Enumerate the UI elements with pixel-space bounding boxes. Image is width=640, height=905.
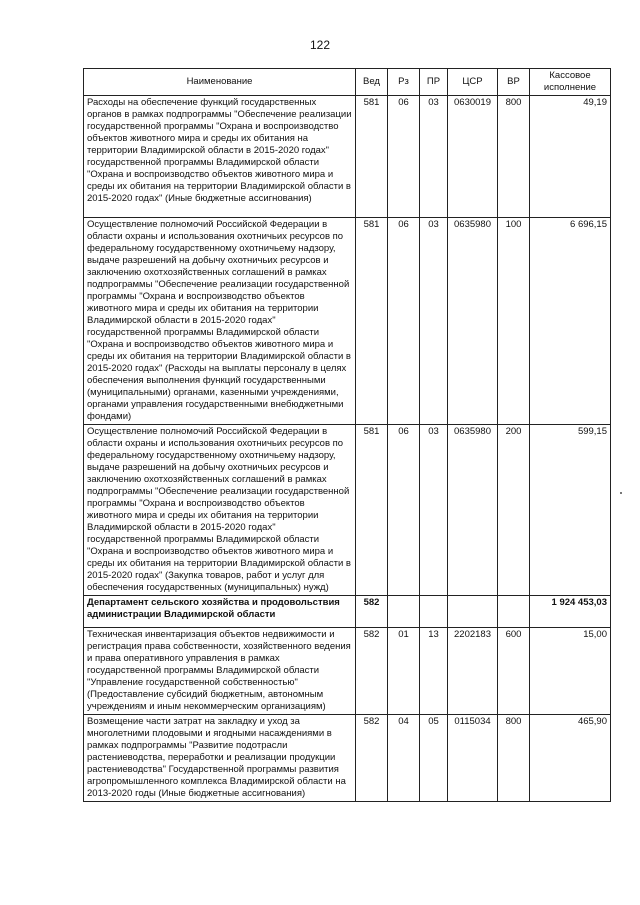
cell-vr: 200: [498, 425, 530, 596]
header-name: Наименование: [84, 69, 356, 96]
header-sum: Кассовое исполнение: [530, 69, 611, 96]
cell-vr: 800: [498, 96, 530, 218]
cell-ved: 582: [356, 596, 388, 628]
cell-sum: 1 924 453,03: [530, 596, 611, 628]
cell-sum: 6 696,15: [530, 218, 611, 425]
cell-ved: 581: [356, 218, 388, 425]
cell-name: Осуществление полномочий Российской Федерации в области охраны и использования охотничьих ресурсов по федеральному государственному охотничьему надзору, выдаче разрешений на добычу охотничьих ресурсов и заключению охотхозяйственных соглашений в рамках подпрограммы "Обеспечение реализации государственной программы "Охрана и воспроизводство объектов животного мира и среды их обитания на территории Владимирской области в 2015-2020 годах" государственной программы Владимирской области "Охрана и воспроизводство объектов животного мира и среды их обитания на территории Владимирской области в 2015-2020 годах" (Закупка товаров, работ и услуг для обеспечения государственных (муниципальных) нужд): [84, 425, 356, 596]
cell-name: Осуществление полномочий Российской Федерации в области охраны и использования охотничьих ресурсов по федеральному государственному охотничьему надзору, выдаче разрешений на добычу охотничьих ресурсов и заключению охотхозяйственных соглашений в рамках подпрограммы "Обеспечение реализации государственной программы "Охрана и воспроизводство объектов животного мира и среды их обитания на территории Владимирской области в 2015-2020 годах" государственной программы Владимирской области "Охрана и воспроизводство объектов животного мира и среды их обитания на территории Владимирской области в 2015-2020 годах" (Расходы на выплаты персоналу в целях обеспечения выполнения функций государственными (муниципальными) органами, казенными учреждениями, органами управления государственными внебюджетными фондами): [84, 218, 356, 425]
cell-rz: 04: [388, 715, 420, 802]
cell-vr: [498, 596, 530, 628]
table-row: [84, 425, 611, 596]
scan-dot: [620, 492, 622, 494]
cell-csr: 0635980: [448, 218, 498, 425]
cell-pr: 03: [420, 218, 448, 425]
cell-sum: 465,90: [530, 715, 611, 802]
header-ved: Вед: [356, 69, 388, 96]
cell-csr: 0630019: [448, 96, 498, 218]
header-rz: Рз: [388, 69, 420, 96]
cell-ved: 581: [356, 425, 388, 596]
budget-execution-table: [83, 68, 611, 802]
cell-pr: 13: [420, 628, 448, 715]
table-row-department: [84, 596, 611, 628]
cell-sum: 599,15: [530, 425, 611, 596]
table-row: [84, 628, 611, 715]
header-pr: ПР: [420, 69, 448, 96]
cell-rz: [388, 596, 420, 628]
table-row: [84, 96, 611, 218]
cell-ved: 582: [356, 715, 388, 802]
cell-rz: 06: [388, 425, 420, 596]
cell-csr: 0115034: [448, 715, 498, 802]
cell-name: Расходы на обеспечение функций государственных органов в рамках подпрограммы "Обеспечение реализации государственной программы "Охрана и воспроизводство объектов животного мира и среды их обитания на территории Владимирской области в 2015-2020 годах" государственной программы Владимирской области "Охрана и воспроизводство объектов животного мира и среды их обитания на территории Владимирской области в 2015-2020 годах" (Иные бюджетные ассигнования): [84, 96, 356, 218]
cell-vr: 100: [498, 218, 530, 425]
cell-pr: 05: [420, 715, 448, 802]
cell-name: Техническая инвентаризация объектов недвижимости и регистрация права собственности, хозяйственного ведения и права оперативного управления в рамках государственной программы Владимирской области "Управление государственной собственностью" (Предоставление субсидий бюджетным, автономным учреждениям и иным некоммерческим организациям): [84, 628, 356, 715]
cell-sum: 15,00: [530, 628, 611, 715]
cell-ved: 582: [356, 628, 388, 715]
table-row: [84, 715, 611, 802]
cell-name: Департамент сельского хозяйства и продовольствия администрации Владимирской области: [84, 596, 356, 628]
cell-ved: 581: [356, 96, 388, 218]
cell-sum: 49,19: [530, 96, 611, 218]
table-row: [84, 218, 611, 425]
cell-csr: 2202183: [448, 628, 498, 715]
cell-pr: [420, 596, 448, 628]
cell-name: Возмещение части затрат на закладку и уход за многолетними плодовыми и ягодными насаждениями в рамках подпрограммы "Развитие подотрасли растениеводства, переработки и реализации продукции растениеводства" Государственной программы развития агропромышленного комплекса Владимирской области на 2013-2020 годы (Иные бюджетные ассигнования): [84, 715, 356, 802]
cell-rz: 06: [388, 218, 420, 425]
cell-vr: 800: [498, 715, 530, 802]
cell-rz: 01: [388, 628, 420, 715]
cell-csr: 0635980: [448, 425, 498, 596]
table-header-row: [84, 69, 611, 96]
header-vr: ВР: [498, 69, 530, 96]
header-csr: ЦСР: [448, 69, 498, 96]
cell-rz: 06: [388, 96, 420, 218]
cell-pr: 03: [420, 96, 448, 218]
cell-pr: 03: [420, 425, 448, 596]
cell-csr: [448, 596, 498, 628]
page-number: 122: [309, 38, 331, 52]
cell-vr: 600: [498, 628, 530, 715]
